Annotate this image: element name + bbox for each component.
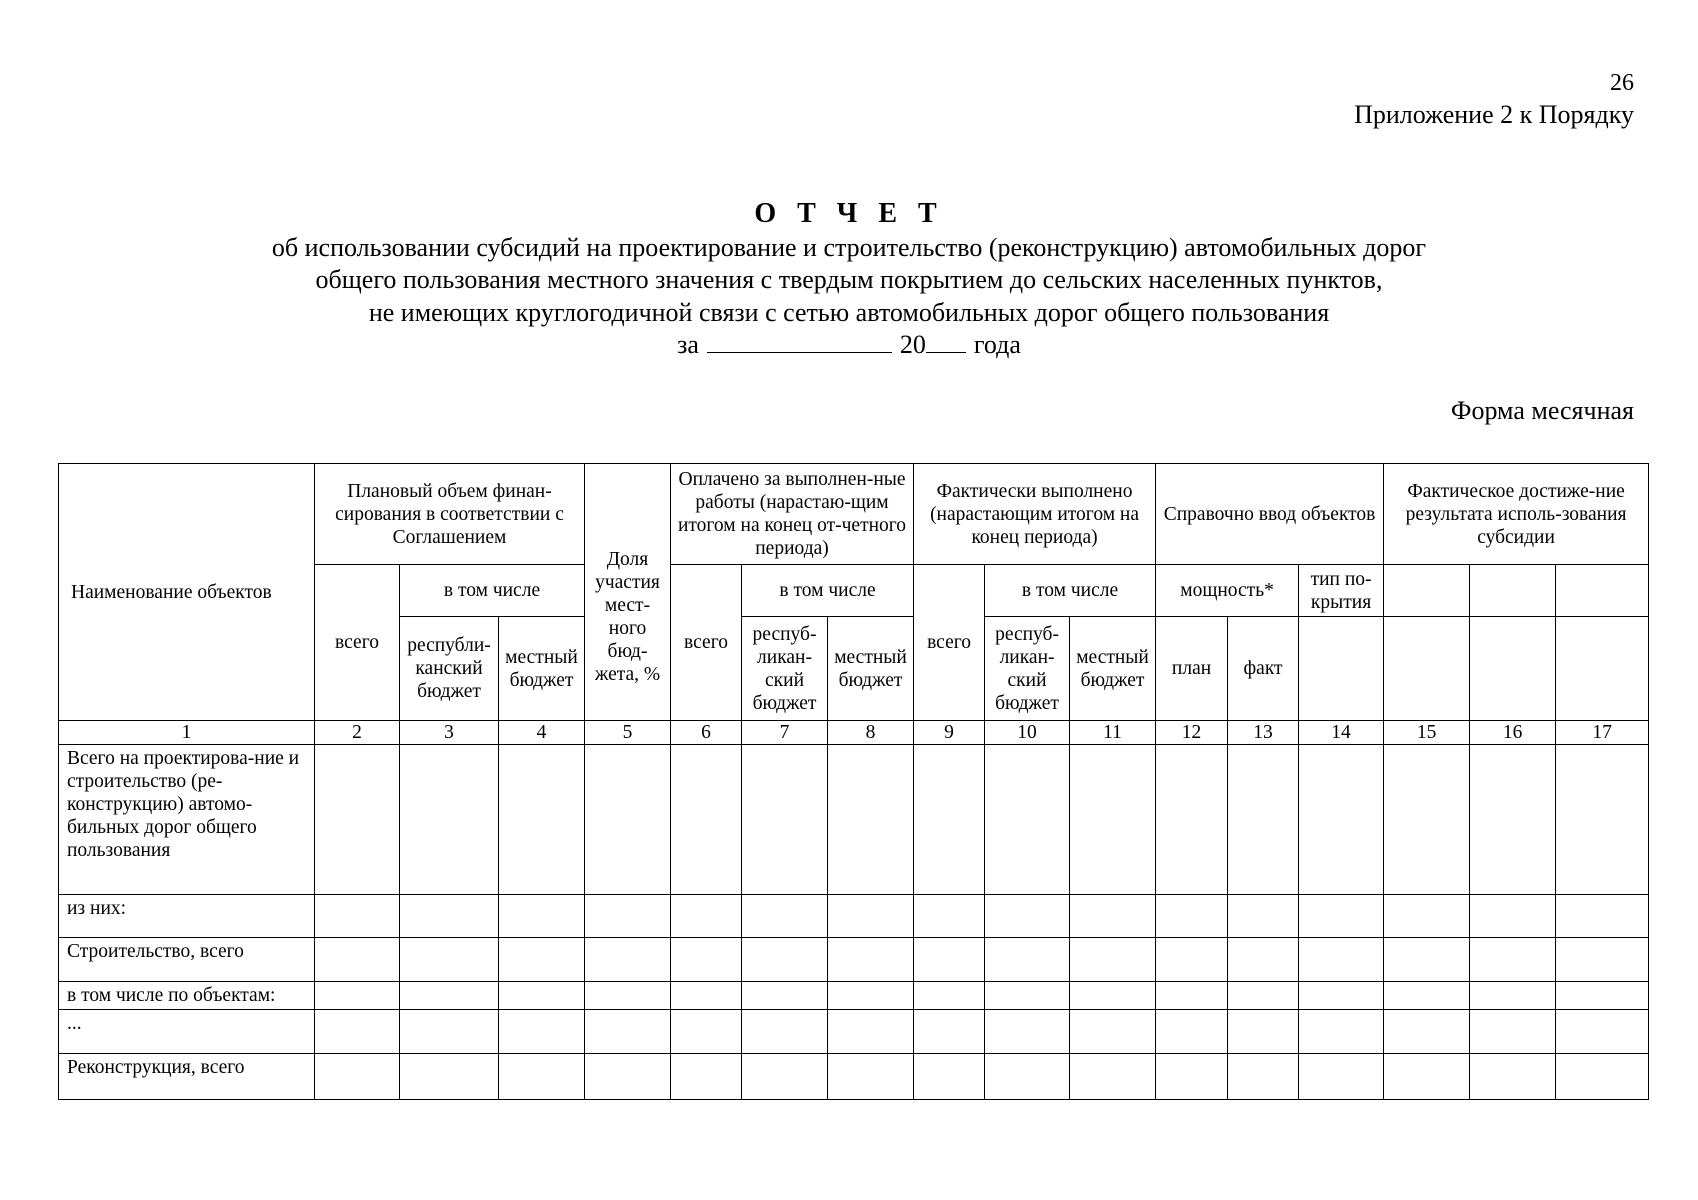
row-label: Всего на проектирова-ние и строительство (ре-конструкцию) автомо-бильных дорог общего пользования bbox=[59, 745, 315, 895]
data-cell-col-15[interactable] bbox=[1384, 745, 1470, 895]
data-cell-col-8[interactable] bbox=[828, 982, 914, 1010]
data-cell-col-14[interactable] bbox=[1299, 982, 1384, 1010]
data-cell-col-3[interactable] bbox=[400, 895, 499, 938]
data-cell-col-14[interactable] bbox=[1299, 1054, 1384, 1100]
data-cell-col-13[interactable] bbox=[1228, 1010, 1299, 1054]
header-achievement: Фактическое достиже-ние результата исполь-зования субсидии bbox=[1384, 464, 1649, 565]
data-cell-col-3[interactable] bbox=[400, 745, 499, 895]
data-cell-col-11[interactable] bbox=[1070, 895, 1156, 938]
column-number-6: 6 bbox=[671, 721, 742, 745]
header-fact: факт bbox=[1228, 617, 1299, 721]
data-cell-col-15[interactable] bbox=[1384, 895, 1470, 938]
data-cell-col-2[interactable] bbox=[315, 895, 400, 938]
column-number-1: 1 bbox=[59, 721, 315, 745]
data-cell-col-13[interactable] bbox=[1228, 938, 1299, 982]
column-number-12: 12 bbox=[1156, 721, 1228, 745]
data-cell-col-16[interactable] bbox=[1470, 938, 1556, 982]
row-label: из них: bbox=[59, 895, 315, 938]
header-share: Доля участия мест-ного бюд-жета, % bbox=[585, 464, 671, 721]
data-cell-col-8[interactable] bbox=[828, 1010, 914, 1054]
data-cell-col-4[interactable] bbox=[499, 745, 585, 895]
data-cell-col-6[interactable] bbox=[671, 1054, 742, 1100]
data-cell-col-12[interactable] bbox=[1156, 1054, 1228, 1100]
data-cell-col-12[interactable] bbox=[1156, 1010, 1228, 1054]
data-cell-col-11[interactable] bbox=[1070, 745, 1156, 895]
data-cell-col-2[interactable] bbox=[315, 745, 400, 895]
table-row bbox=[59, 1010, 1649, 1054]
data-cell-col-6[interactable] bbox=[671, 938, 742, 982]
data-cell-col-4[interactable] bbox=[499, 938, 585, 982]
data-cell-col-17[interactable] bbox=[1556, 938, 1649, 982]
data-cell-col-6[interactable] bbox=[671, 982, 742, 1010]
data-cell-col-3[interactable] bbox=[400, 1054, 499, 1100]
data-cell-col-15[interactable] bbox=[1384, 1054, 1470, 1100]
data-cell-col-4[interactable] bbox=[499, 1010, 585, 1054]
data-cell-col-9[interactable] bbox=[914, 745, 985, 895]
header-reference: Справочно ввод объектов bbox=[1156, 464, 1384, 565]
data-cell-col-10[interactable] bbox=[985, 938, 1070, 982]
achievement-sub-cell bbox=[1384, 617, 1470, 721]
data-cell-col-5[interactable] bbox=[585, 1010, 671, 1054]
data-cell-col-9[interactable] bbox=[914, 982, 985, 1010]
data-cell-col-11[interactable] bbox=[1070, 982, 1156, 1010]
data-cell-col-6[interactable] bbox=[671, 895, 742, 938]
header-planned: Плановый объем финан-сирования в соответствии с Соглашением bbox=[315, 464, 585, 565]
appendix-label: Приложение 2 к Порядку bbox=[1354, 100, 1634, 129]
data-cell-col-2[interactable] bbox=[315, 1010, 400, 1054]
data-cell-col-9[interactable] bbox=[914, 895, 985, 938]
column-number-15: 15 bbox=[1384, 721, 1470, 745]
report-period bbox=[0, 330, 1698, 360]
column-number-17: 17 bbox=[1556, 721, 1649, 745]
report-table bbox=[58, 463, 1649, 1100]
data-cell-col-14[interactable] bbox=[1299, 1010, 1384, 1054]
column-number-3: 3 bbox=[400, 721, 499, 745]
data-cell-col-4[interactable] bbox=[499, 1054, 585, 1100]
data-cell-col-14[interactable] bbox=[1299, 895, 1384, 938]
data-cell-col-14[interactable] bbox=[1299, 745, 1384, 895]
data-cell-col-5[interactable] bbox=[585, 938, 671, 982]
header-capacity: мощность* bbox=[1156, 565, 1299, 617]
header-surface-type: тип по-крытия bbox=[1299, 565, 1384, 617]
period-prefix: за bbox=[677, 330, 699, 359]
data-cell-col-9[interactable] bbox=[914, 938, 985, 982]
data-cell-col-7[interactable] bbox=[742, 938, 828, 982]
header-planned-including: в том числе bbox=[400, 565, 585, 617]
data-cell-col-15[interactable] bbox=[1384, 1010, 1470, 1054]
data-cell-col-15[interactable] bbox=[1384, 982, 1470, 1010]
header-planned-local-budget: местный бюджет bbox=[499, 617, 585, 721]
data-cell-col-7[interactable] bbox=[742, 895, 828, 938]
header-paid-including: в том числе bbox=[742, 565, 914, 617]
row-label: Реконструкция, всего bbox=[59, 1054, 315, 1100]
column-number-9: 9 bbox=[914, 721, 985, 745]
column-number-8: 8 bbox=[828, 721, 914, 745]
data-cell-col-3[interactable] bbox=[400, 1010, 499, 1054]
data-cell-col-8[interactable] bbox=[828, 895, 914, 938]
data-cell-col-17[interactable] bbox=[1556, 1010, 1649, 1054]
achievement-sub-cell bbox=[1556, 617, 1649, 721]
header-paid: Оплачено за выполнен-ные работы (нарастаю-щим итогом на конец от-четного периода) bbox=[671, 464, 914, 565]
column-number-4: 4 bbox=[499, 721, 585, 745]
period-month-blank[interactable] bbox=[707, 330, 892, 353]
data-cell-col-5[interactable] bbox=[585, 895, 671, 938]
data-cell-col-10[interactable] bbox=[985, 1010, 1070, 1054]
data-cell-col-16[interactable] bbox=[1470, 1010, 1556, 1054]
data-cell-col-11[interactable] bbox=[1070, 1054, 1156, 1100]
data-cell-col-7[interactable] bbox=[742, 982, 828, 1010]
data-cell-col-13[interactable] bbox=[1228, 895, 1299, 938]
table-row bbox=[59, 982, 1649, 1010]
header-paid-rep-budget: респуб-ликан-ский бюджет bbox=[742, 617, 828, 721]
surface-type-sub-cell bbox=[1299, 617, 1384, 721]
data-cell-col-12[interactable] bbox=[1156, 938, 1228, 982]
data-cell-col-12[interactable] bbox=[1156, 982, 1228, 1010]
header-actual-rep-budget: респуб-ликан-ский бюджет bbox=[985, 617, 1070, 721]
achievement-sub-cell bbox=[1384, 565, 1470, 617]
data-cell-col-9[interactable] bbox=[914, 1010, 985, 1054]
table-row bbox=[59, 938, 1649, 982]
header-paid-total: всего bbox=[671, 565, 742, 721]
data-cell-col-6[interactable] bbox=[671, 745, 742, 895]
subtitle-line-3: не имеющих круглогодичной связи с сетью автомобильных дорог общего пользования bbox=[368, 298, 1330, 327]
row-label: в том числе по объектам: bbox=[59, 982, 315, 1010]
header-actual: Фактически выполнено (нарастающим итогом на конец периода) bbox=[914, 464, 1156, 565]
table-row bbox=[59, 895, 1649, 938]
data-cell-col-7[interactable] bbox=[742, 1054, 828, 1100]
header-actual-including: в том числе bbox=[985, 565, 1156, 617]
data-cell-col-12[interactable] bbox=[1156, 745, 1228, 895]
data-cell-col-2[interactable] bbox=[315, 982, 400, 1010]
subtitle-line-1: об использовании субсидий на проектирование и строительство (реконструкцию) автомобильных дорог bbox=[271, 233, 1427, 262]
row-label: ... bbox=[59, 1010, 315, 1054]
header-planned-total: всего bbox=[315, 565, 400, 721]
header-name: Наименование объектов bbox=[59, 464, 315, 721]
column-number-14: 14 bbox=[1299, 721, 1384, 745]
data-cell-col-4[interactable] bbox=[499, 895, 585, 938]
data-cell-col-16[interactable] bbox=[1470, 745, 1556, 895]
table-row bbox=[59, 745, 1649, 895]
data-cell-col-5[interactable] bbox=[585, 745, 671, 895]
achievement-sub-cell bbox=[1470, 565, 1556, 617]
header-plan: план bbox=[1156, 617, 1228, 721]
header-actual-total: всего bbox=[914, 565, 985, 721]
achievement-sub-cell bbox=[1556, 565, 1649, 617]
subtitle-line-2: общего пользования местного значения с твердым покрытием до сельских населенных пунктов, bbox=[315, 265, 1383, 294]
data-cell-col-11[interactable] bbox=[1070, 938, 1156, 982]
data-cell-col-11[interactable] bbox=[1070, 1010, 1156, 1054]
report-title: О Т Ч Е Т bbox=[754, 198, 944, 229]
data-cell-col-17[interactable] bbox=[1556, 745, 1649, 895]
header-planned-rep-budget: республи-канский бюджет bbox=[400, 617, 499, 721]
column-number-11: 11 bbox=[1070, 721, 1156, 745]
row-label: Строительство, всего bbox=[59, 938, 315, 982]
data-cell-col-10[interactable] bbox=[985, 895, 1070, 938]
data-cell-col-17[interactable] bbox=[1556, 895, 1649, 938]
form-type: Форма месячная bbox=[1450, 396, 1634, 425]
column-numbers-row bbox=[59, 721, 1649, 745]
data-cell-col-8[interactable] bbox=[828, 938, 914, 982]
column-number-5: 5 bbox=[585, 721, 671, 745]
column-number-13: 13 bbox=[1228, 721, 1299, 745]
table-row bbox=[59, 1054, 1649, 1100]
data-cell-col-10[interactable] bbox=[985, 745, 1070, 895]
column-number-16: 16 bbox=[1470, 721, 1556, 745]
data-cell-col-4[interactable] bbox=[499, 982, 585, 1010]
column-number-10: 10 bbox=[985, 721, 1070, 745]
period-suffix: года bbox=[973, 330, 1021, 359]
data-cell-col-5[interactable] bbox=[585, 982, 671, 1010]
data-cell-col-16[interactable] bbox=[1470, 895, 1556, 938]
data-cell-col-13[interactable] bbox=[1228, 982, 1299, 1010]
data-cell-col-7[interactable] bbox=[742, 745, 828, 895]
data-cell-col-2[interactable] bbox=[315, 1054, 400, 1100]
data-cell-col-17[interactable] bbox=[1556, 1054, 1649, 1100]
data-cell-col-3[interactable] bbox=[400, 938, 499, 982]
period-year-prefix: 20 bbox=[899, 330, 926, 359]
data-cell-col-17[interactable] bbox=[1556, 982, 1649, 1010]
data-cell-col-6[interactable] bbox=[671, 1010, 742, 1054]
data-cell-col-5[interactable] bbox=[585, 1054, 671, 1100]
data-cell-col-10[interactable] bbox=[985, 1054, 1070, 1100]
column-number-7: 7 bbox=[742, 721, 828, 745]
data-cell-col-15[interactable] bbox=[1384, 938, 1470, 982]
data-cell-col-9[interactable] bbox=[914, 1054, 985, 1100]
data-cell-col-3[interactable] bbox=[400, 982, 499, 1010]
page-number: 26 bbox=[1610, 70, 1634, 96]
data-cell-col-14[interactable] bbox=[1299, 938, 1384, 982]
data-cell-col-2[interactable] bbox=[315, 938, 400, 982]
data-cell-col-7[interactable] bbox=[742, 1010, 828, 1054]
data-cell-col-8[interactable] bbox=[828, 1054, 914, 1100]
achievement-sub-cell bbox=[1470, 617, 1556, 721]
data-cell-col-8[interactable] bbox=[828, 745, 914, 895]
data-cell-col-10[interactable] bbox=[985, 982, 1070, 1010]
header-actual-local-budget: местный бюджет bbox=[1070, 617, 1156, 721]
data-cell-col-12[interactable] bbox=[1156, 895, 1228, 938]
data-cell-col-13[interactable] bbox=[1228, 1054, 1299, 1100]
data-cell-col-16[interactable] bbox=[1470, 1054, 1556, 1100]
column-number-2: 2 bbox=[315, 721, 400, 745]
data-cell-col-13[interactable] bbox=[1228, 745, 1299, 895]
data-cell-col-16[interactable] bbox=[1470, 982, 1556, 1010]
period-year-blank[interactable] bbox=[926, 330, 966, 353]
header-paid-local-budget: местный бюджет bbox=[828, 617, 914, 721]
